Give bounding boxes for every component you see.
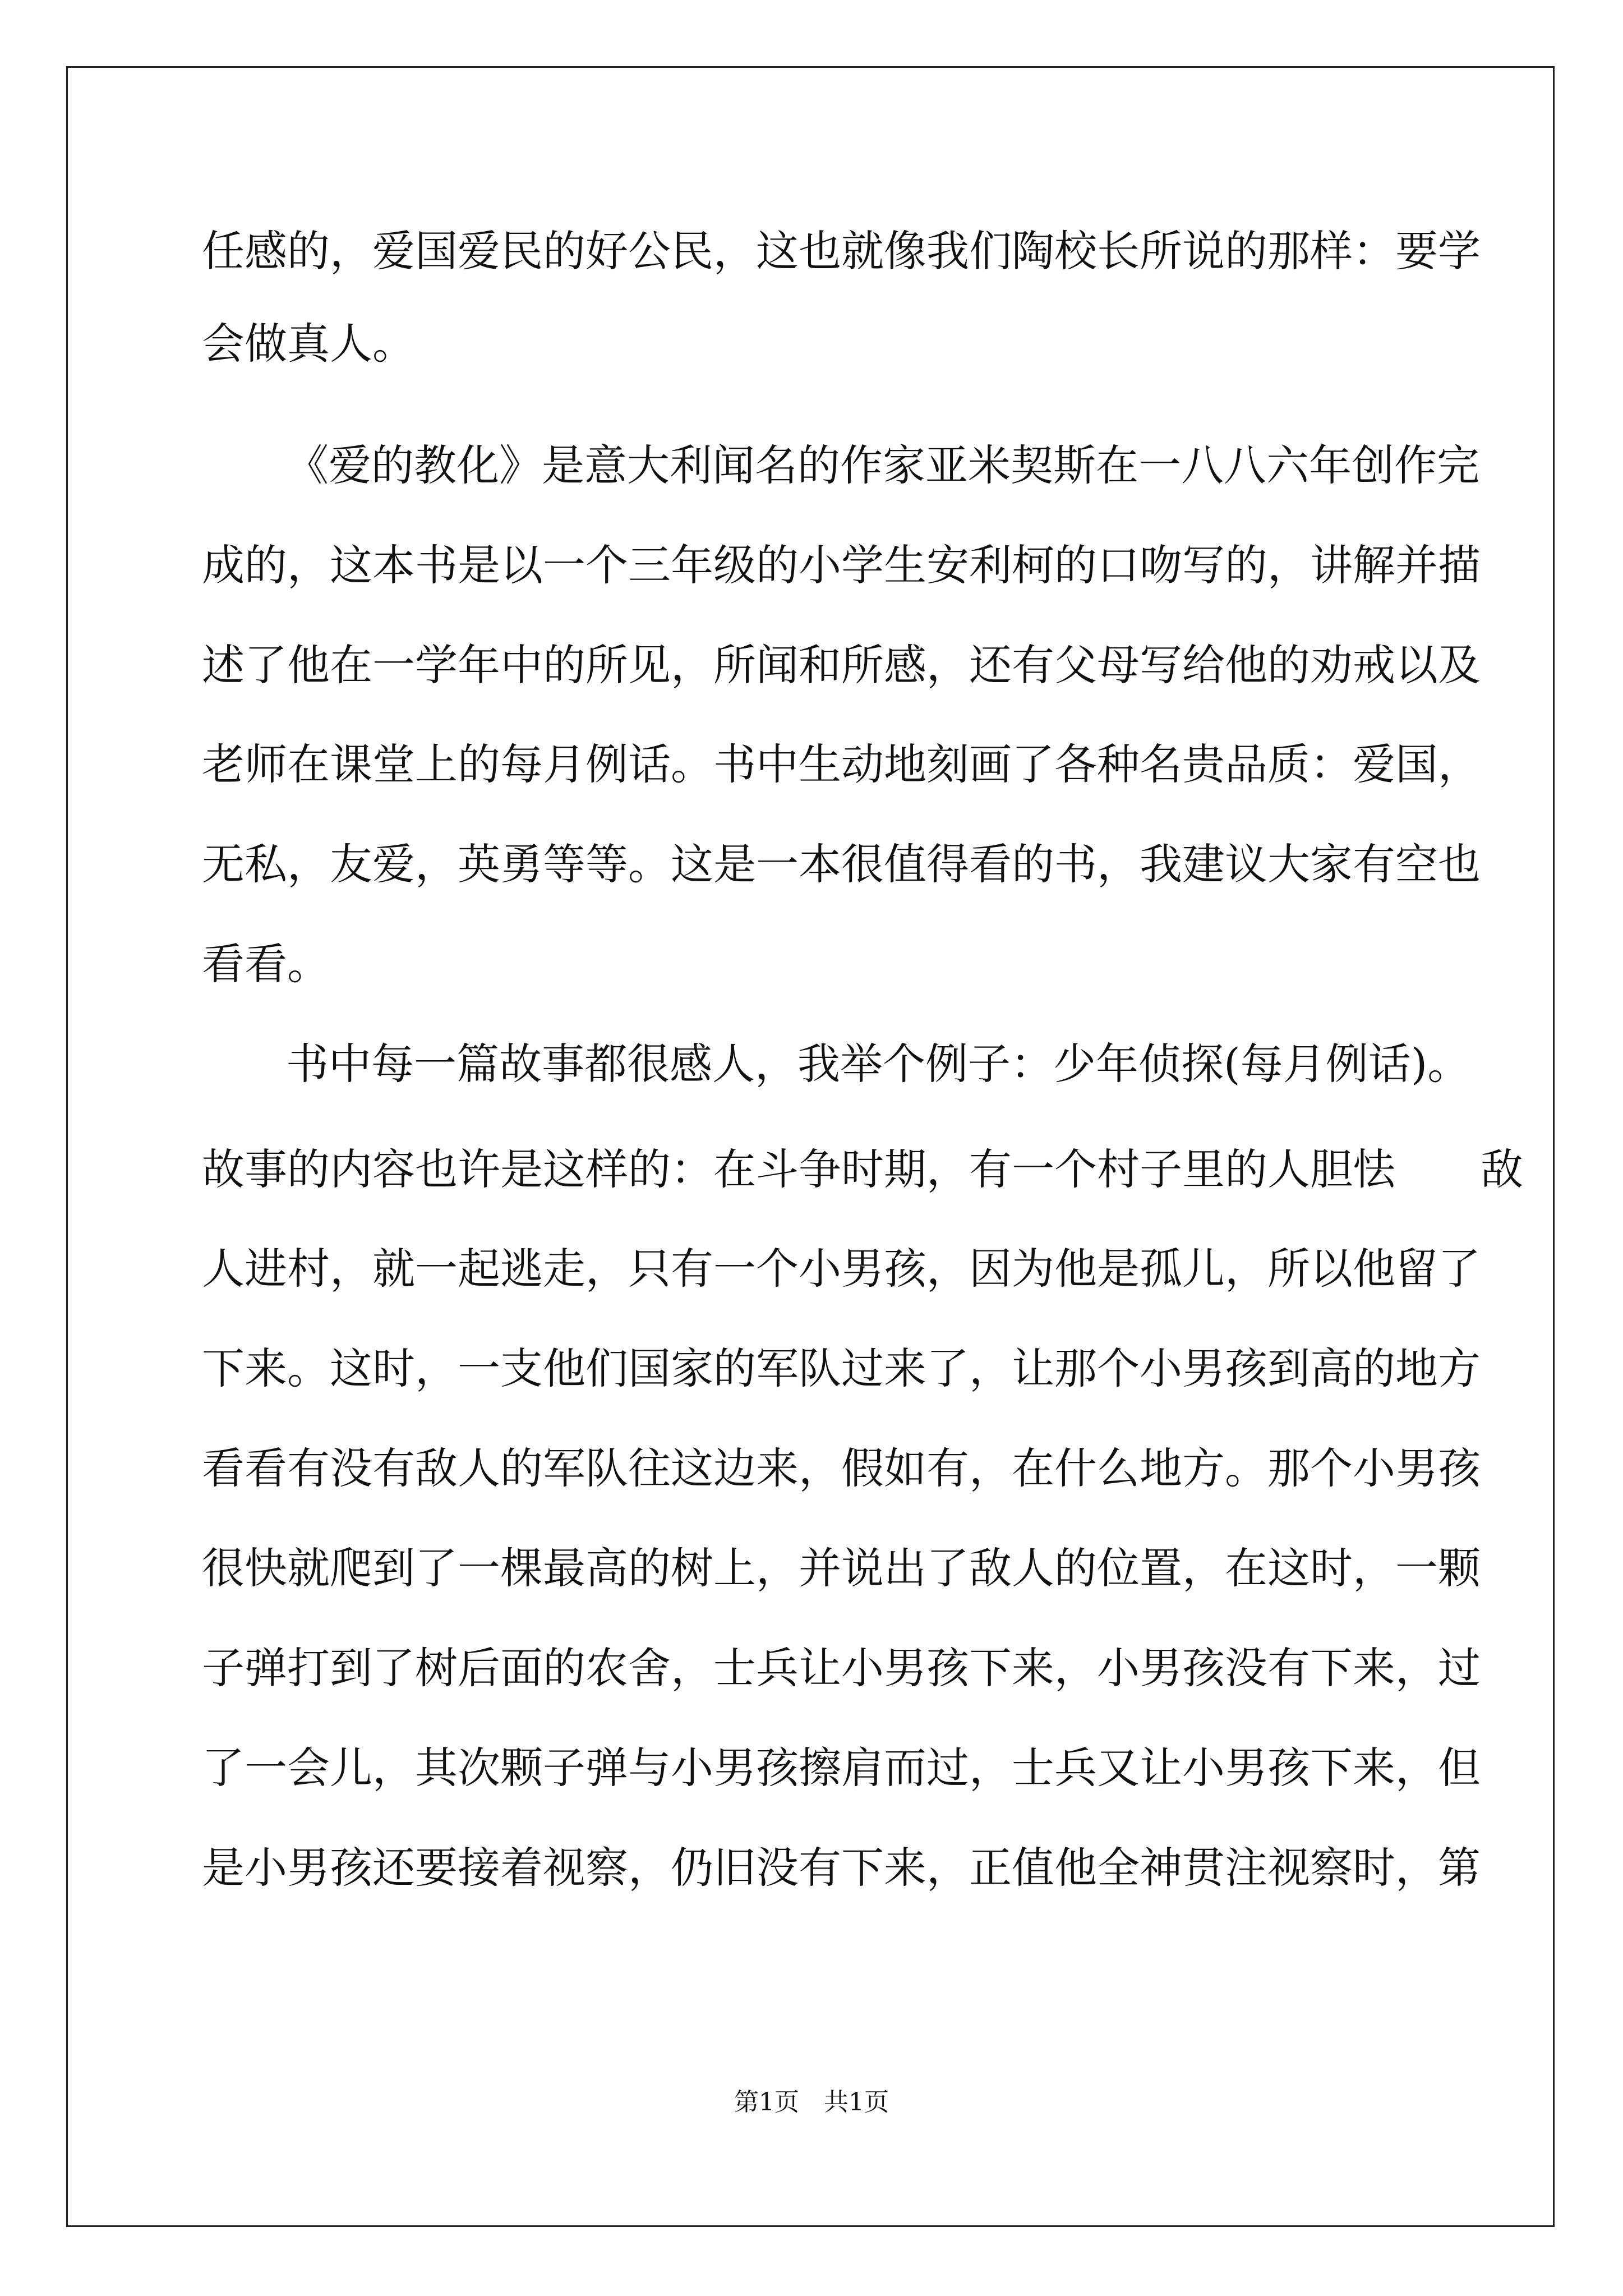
paragraph-line: 任感的，爱国爱民的好公民，这也就像我们陶校长所说的那样：要学: [202, 226, 1481, 276]
paragraph-line: 会做真人。: [202, 319, 415, 369]
paragraph-line: 老师在课堂上的每月例话。书中生动地刻画了各种名贵品质：爱国，: [202, 739, 1481, 789]
paragraph-line: 了一会儿，其次颗子弹与小男孩擦肩而过，士兵又让小男孩下来，但: [202, 1743, 1481, 1793]
paragraph-line: 是小男孩还要接着视察，仍旧没有下来，正值他全神贯注视察时，第: [202, 1843, 1481, 1893]
page-number-footer: 第1页 共1页: [734, 2088, 889, 2116]
paragraph-line: 看看有没有敌人的军队往这边来，假如有，在什么地方。那个小男孩: [202, 1443, 1481, 1493]
paragraph-line: 成的，这本书是以一个三年级的小学生安利柯的口吻写的，讲解并描: [202, 540, 1481, 590]
paragraph-line: 书中每一篇故事都很感人，我举个例子：少年侦探(每月例话)。: [286, 1039, 1470, 1089]
paragraph-line: 很快就爬到了一棵最高的树上，并说出了敌人的位置，在这时，一颗: [202, 1543, 1481, 1593]
paragraph-line: 《爱的教化》是意大利闻名的作家亚米契斯在一八八六年创作完: [286, 440, 1479, 490]
paragraph-line: 故事的内容也许是这样的：在斗争时期，有一个村子里的人胆怯 敌: [202, 1144, 1523, 1194]
paragraph-line: 人进村，就一起逃走，只有一个小男孩，因为他是孤儿，所以他留了: [202, 1244, 1481, 1294]
paragraph-line: 子弹打到了树后面的农舍，士兵让小男孩下来，小男孩没有下来，过: [202, 1643, 1481, 1693]
paragraph-line: 述了他在一学年中的所见，所闻和所感，还有父母写给他的劝戒以及: [202, 640, 1481, 690]
paragraph-line: 看看。: [202, 939, 330, 989]
paragraph-line: 下来。这时，一支他们国家的军队过来了，让那个小男孩到高的地方: [202, 1343, 1481, 1393]
paragraph-line: 无私，友爱，英勇等等。这是一本很值得看的书，我建议大家有空也: [202, 839, 1481, 889]
